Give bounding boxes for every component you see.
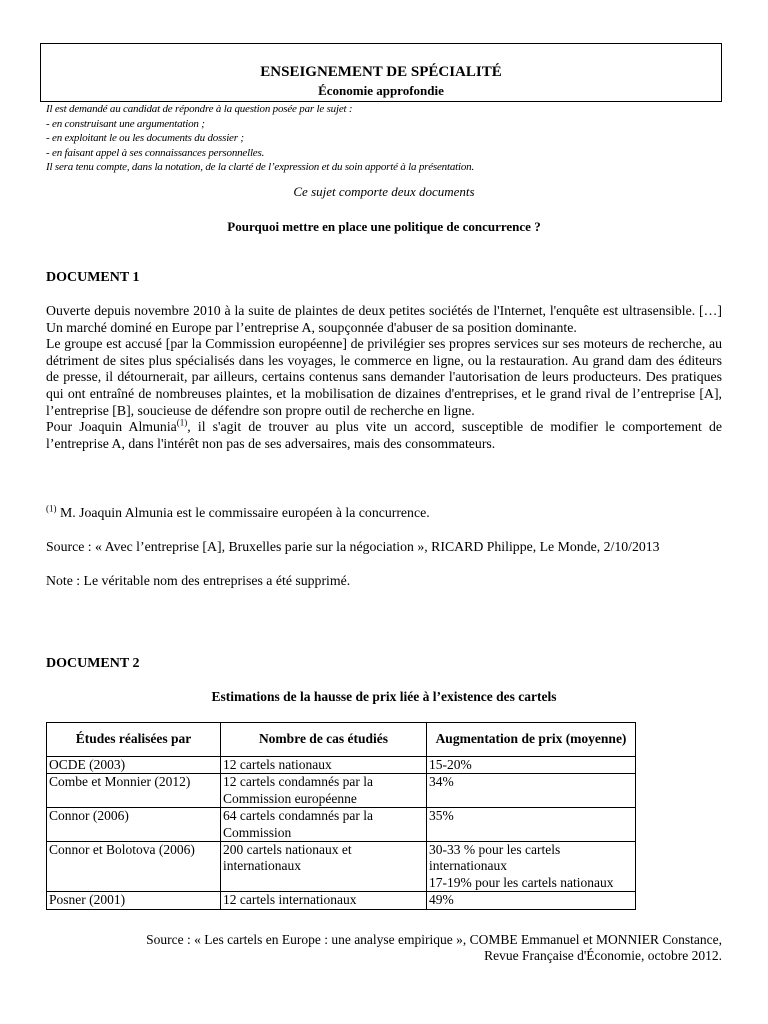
footnote-reference: (1)	[176, 417, 188, 428]
table-cell: 49%	[427, 892, 636, 909]
paragraph-text: , il s'agit de trouver au plus vite un accord, susceptible de modifier le comportement de l’entreprise A, dans l'intérêt non pas de ses adversaires, mais des consommateurs.	[46, 419, 723, 451]
document1-paragraph	[46, 419, 722, 452]
table-row	[47, 842, 636, 892]
document1-heading: DOCUMENT 1	[46, 270, 140, 285]
table-cell: 64 cartels condamnés par la Commission	[221, 808, 427, 842]
table-cell: 200 cartels nationaux et internationaux	[221, 842, 427, 892]
document2-heading: DOCUMENT 2	[46, 656, 140, 671]
table-row	[47, 774, 636, 808]
cell-line: 30-33 % pour les cartels internationaux	[429, 842, 561, 874]
source-line: Source : « Les cartels en Europe : une analyse empirique », COMBE Emmanuel et MONNIER Constance,	[146, 932, 722, 947]
document2-source	[42, 932, 722, 965]
cartel-table	[46, 722, 636, 910]
table-cell: Posner (2001)	[47, 892, 221, 909]
footnote-text: M. Joaquin Almunia est le commissaire européen à la concurrence.	[56, 505, 430, 520]
table-cell: Connor (2006)	[47, 808, 221, 842]
column-header: Augmentation de prix (moyenne)	[427, 723, 636, 757]
column-header: Études réalisées par	[47, 723, 221, 757]
instruction-line: Il sera tenu compte, dans la notation, de la clarté de l’expression et du soin apporté à la présentation.	[46, 161, 475, 173]
table-row	[47, 808, 636, 842]
footnote-mark: (1)	[46, 503, 57, 514]
question: Pourquoi mettre en place une politique de concurrence ?	[227, 219, 541, 234]
table-cell: 15-20%	[427, 757, 636, 774]
document1-source: Source : « Avec l’entreprise [A], Bruxelles parie sur la négociation », RICARD Philippe, Le Monde, 2/10/2013	[46, 539, 660, 554]
document1-paragraph: Ouverte depuis novembre 2010 à la suite de plaintes de deux petites sociétés de l'Internet, l'enquête est ultrasensible. […] Un marché dominé en Europe par l’entreprise A, soupçonnée d'abuser de sa position dominante.	[46, 303, 722, 335]
instruction-line: Il est demandé au candidat de répondre à la question posée par le sujet :	[46, 103, 353, 115]
table-row	[47, 757, 636, 774]
table-cell: 34%	[427, 774, 636, 808]
instruction-line: - en exploitant le ou les documents du dossier ;	[46, 132, 244, 144]
source-line: Revue Française d'Économie, octobre 2012.	[484, 948, 722, 964]
table-cell: 35%	[427, 808, 636, 842]
table-cell: OCDE (2003)	[47, 757, 221, 774]
exam-subtitle: Économie approfondie	[318, 83, 444, 98]
exam-title: ENSEIGNEMENT DE SPÉCIALITÉ	[260, 64, 502, 80]
instruction-line: - en faisant appel à ses connaissances personnelles.	[46, 146, 265, 159]
cell-line: 17-19% pour les cartels nationaux	[429, 874, 614, 890]
footnote	[46, 505, 430, 521]
document1-body	[46, 303, 722, 452]
table-row	[47, 892, 636, 909]
document1-paragraph: Le groupe est accusé [par la Commission européenne] de privilégier ses propres services sur ses moteurs de recherche, au détriment de sites plus spécialisés dans les voyages, le commerce en ligne, ou la restauration. Au grand dam des éditeurs de presse, il détournerait, par ailleurs, certains contenus sans demander l'autorisation de leurs producteurs. Des pratiques qui ont entraîné de nombreuses plaintes, et la mobilisation de dizaines d'entreprises, et le grand rival de l’entreprise [A], l’entreprise [B], soucieuse de défendre son propre outil de recherche en ligne.	[46, 336, 722, 418]
table-title: Estimations de la hausse de prix liée à l’existence des cartels	[211, 689, 557, 704]
instructions	[46, 102, 726, 175]
table-cell: 12 cartels nationaux	[221, 757, 427, 774]
header-box	[40, 43, 722, 102]
table-cell: 12 cartels internationaux	[221, 892, 427, 909]
table-cell: Connor et Bolotova (2006)	[47, 842, 221, 892]
instruction-line: - en construisant une argumentation ;	[46, 117, 205, 130]
table-cell	[427, 842, 636, 892]
table-cell: 12 cartels condamnés par la Commission européenne	[221, 774, 427, 808]
paragraph-text: Pour Joaquin Almunia	[46, 419, 177, 435]
table-cell: Combe et Monnier (2012)	[47, 774, 221, 808]
document1-note: Note : Le véritable nom des entreprises a été supprimé.	[46, 573, 351, 588]
documents-note: Ce sujet comporte deux documents	[293, 184, 475, 199]
column-header: Nombre de cas étudiés	[221, 723, 427, 757]
